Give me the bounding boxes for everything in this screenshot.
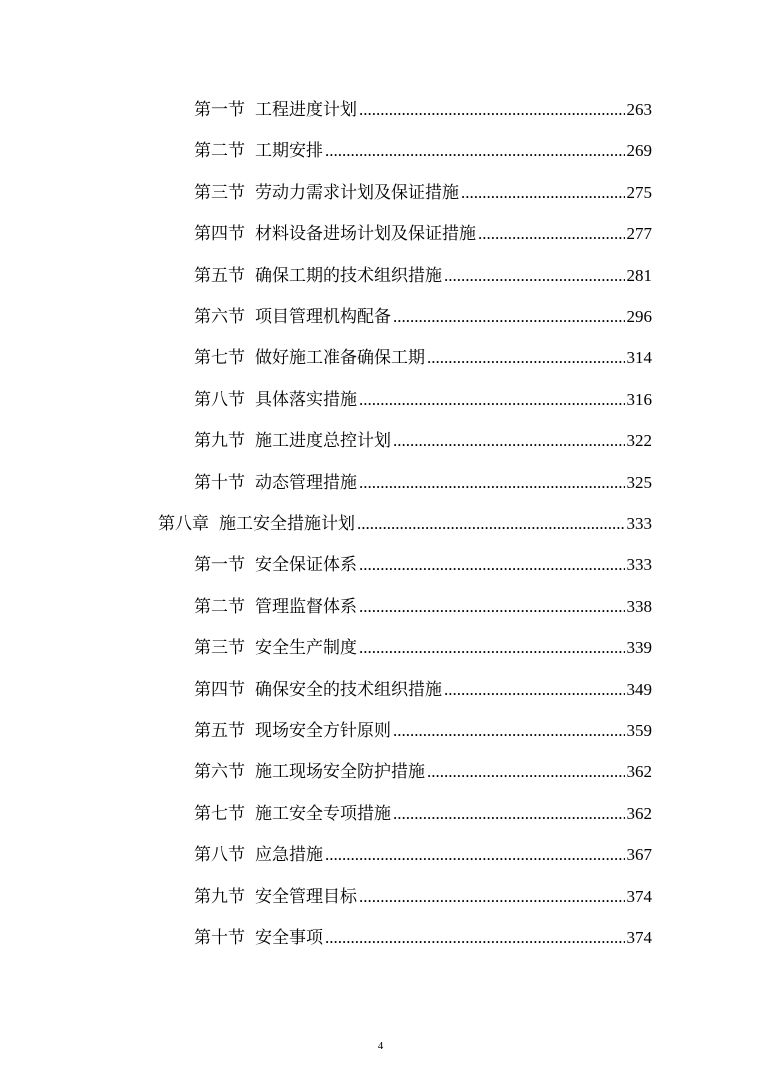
toc-section-entry[interactable] xyxy=(194,264,652,288)
toc-dot-leader xyxy=(393,719,625,743)
toc-entry-title: 安全事项 xyxy=(255,928,323,948)
toc-dot-leader xyxy=(461,181,625,205)
toc-chapter-entry[interactable] xyxy=(158,512,652,536)
toc-dot-leader xyxy=(359,595,625,619)
toc-entry-title: 工程进度计划 xyxy=(255,100,357,120)
toc-entry-title: 确保安全的技术组织措施 xyxy=(255,680,442,700)
page-number: 4 xyxy=(377,1040,384,1052)
toc-dot-leader xyxy=(444,264,625,288)
toc-entry-title: 项目管理机构配备 xyxy=(255,307,391,327)
toc-section-entry[interactable] xyxy=(194,719,652,743)
toc-section-entry[interactable] xyxy=(194,595,652,619)
toc-entry-label: 第七节 xyxy=(194,348,245,368)
toc-entry-title: 工期安排 xyxy=(255,141,323,161)
toc-entry-page-number: 362 xyxy=(626,804,652,823)
toc-entry-label: 第三节 xyxy=(194,638,245,658)
toc-entry-label: 第二节 xyxy=(194,141,245,161)
toc-entry-page-number: 263 xyxy=(626,100,652,119)
toc-entry-page-number: 374 xyxy=(626,887,652,906)
toc-section-entry[interactable] xyxy=(194,926,652,950)
toc-dot-leader xyxy=(427,346,625,370)
toc-section-entry[interactable] xyxy=(194,222,652,246)
toc-section-entry[interactable] xyxy=(194,305,652,329)
toc-dot-leader xyxy=(325,843,625,867)
toc-dot-leader xyxy=(357,512,625,536)
toc-section-entry[interactable] xyxy=(194,388,652,412)
toc-dot-leader xyxy=(359,98,625,122)
toc-entry-label: 第一节 xyxy=(194,100,245,120)
toc-dot-leader xyxy=(359,636,625,660)
toc-entry-label: 第八节 xyxy=(194,845,245,865)
toc-entry-label: 第一节 xyxy=(194,555,245,575)
toc-entry-label: 第四节 xyxy=(194,224,245,244)
toc-entry-label: 第八节 xyxy=(194,390,245,410)
toc-entry-title: 施工进度总控计划 xyxy=(255,431,391,451)
toc-entry-page-number: 275 xyxy=(626,183,652,202)
toc-entry-page-number: 333 xyxy=(626,514,652,533)
toc-dot-leader xyxy=(478,222,625,246)
toc-entry-title: 做好施工准备确保工期 xyxy=(255,348,425,368)
toc-dot-leader xyxy=(325,926,625,950)
toc-entry-label: 第六节 xyxy=(194,307,245,327)
toc-dot-leader xyxy=(427,760,625,784)
toc-entry-title: 安全管理目标 xyxy=(255,887,357,907)
toc-entry-page-number: 325 xyxy=(626,473,652,492)
toc-entry-page-number: 338 xyxy=(626,597,652,616)
toc-section-entry[interactable] xyxy=(194,181,652,205)
toc-entry-label: 第九节 xyxy=(194,431,245,451)
toc-entry-page-number: 322 xyxy=(626,431,652,450)
toc-entry-label: 第四节 xyxy=(194,680,245,700)
toc-entry-label: 第二节 xyxy=(194,597,245,617)
toc-entry-title: 应急措施 xyxy=(255,845,323,865)
toc-section-entry[interactable] xyxy=(194,98,652,122)
toc-dot-leader xyxy=(393,429,625,453)
toc-entry-page-number: 314 xyxy=(626,348,652,367)
toc-entry-page-number: 281 xyxy=(626,266,652,285)
toc-entry-label: 第五节 xyxy=(194,266,245,286)
toc-entry-page-number: 367 xyxy=(626,845,652,864)
toc-entry-page-number: 374 xyxy=(626,928,652,947)
toc-entry-page-number: 316 xyxy=(626,390,652,409)
toc-section-entry[interactable] xyxy=(194,843,652,867)
toc-dot-leader xyxy=(359,553,625,577)
toc-section-entry[interactable] xyxy=(194,802,652,826)
toc-section-entry[interactable] xyxy=(194,553,652,577)
toc-entry-title: 安全生产制度 xyxy=(255,638,357,658)
toc-section-entry[interactable] xyxy=(194,760,652,784)
toc-entry-label: 第六节 xyxy=(194,762,245,782)
toc-dot-leader xyxy=(359,471,625,495)
toc-dot-leader xyxy=(325,139,625,163)
toc-entry-page-number: 349 xyxy=(626,680,652,699)
toc-entry-label: 第十节 xyxy=(194,928,245,948)
toc-dot-leader xyxy=(444,678,625,702)
toc-entry-label: 第九节 xyxy=(194,887,245,907)
toc-entry-page-number: 359 xyxy=(626,721,652,740)
toc-entry-page-number: 277 xyxy=(626,224,652,243)
toc-entry-label: 第八章 xyxy=(158,514,209,534)
toc-section-entry[interactable] xyxy=(194,429,652,453)
toc-section-entry[interactable] xyxy=(194,885,652,909)
toc-entry-label: 第七节 xyxy=(194,804,245,824)
toc-entry-label: 第三节 xyxy=(194,183,245,203)
toc-entry-title: 施工安全专项措施 xyxy=(255,804,391,824)
toc-dot-leader xyxy=(359,388,625,412)
toc-section-entry[interactable] xyxy=(194,139,652,163)
toc-entry-title: 施工现场安全防护措施 xyxy=(255,762,425,782)
toc-section-entry[interactable] xyxy=(194,471,652,495)
toc-entry-title: 劳动力需求计划及保证措施 xyxy=(255,183,459,203)
toc-entry-page-number: 296 xyxy=(626,307,652,326)
toc-entry-title: 施工安全措施计划 xyxy=(219,514,355,534)
toc-entry-page-number: 339 xyxy=(626,638,652,657)
toc-entry-page-number: 362 xyxy=(626,762,652,781)
toc-section-entry[interactable] xyxy=(194,346,652,370)
toc-entry-page-number: 333 xyxy=(626,555,652,574)
toc-dot-leader xyxy=(359,885,625,909)
toc-entry-title: 管理监督体系 xyxy=(255,597,357,617)
toc-entry-title: 确保工期的技术组织措施 xyxy=(255,266,442,286)
toc-entry-page-number: 269 xyxy=(626,141,652,160)
toc-section-entry[interactable] xyxy=(194,678,652,702)
toc-entry-title: 安全保证体系 xyxy=(255,555,357,575)
toc-entry-title: 现场安全方针原则 xyxy=(255,721,391,741)
toc-entry-label: 第十节 xyxy=(194,473,245,493)
toc-entry-label: 第五节 xyxy=(194,721,245,741)
toc-dot-leader xyxy=(393,802,625,826)
toc-entry-title: 材料设备进场计划及保证措施 xyxy=(255,224,476,244)
toc-entry-title: 具体落实措施 xyxy=(255,390,357,410)
toc-entry-title: 动态管理措施 xyxy=(255,473,357,493)
toc-section-entry[interactable] xyxy=(194,636,652,660)
toc-dot-leader xyxy=(393,305,625,329)
